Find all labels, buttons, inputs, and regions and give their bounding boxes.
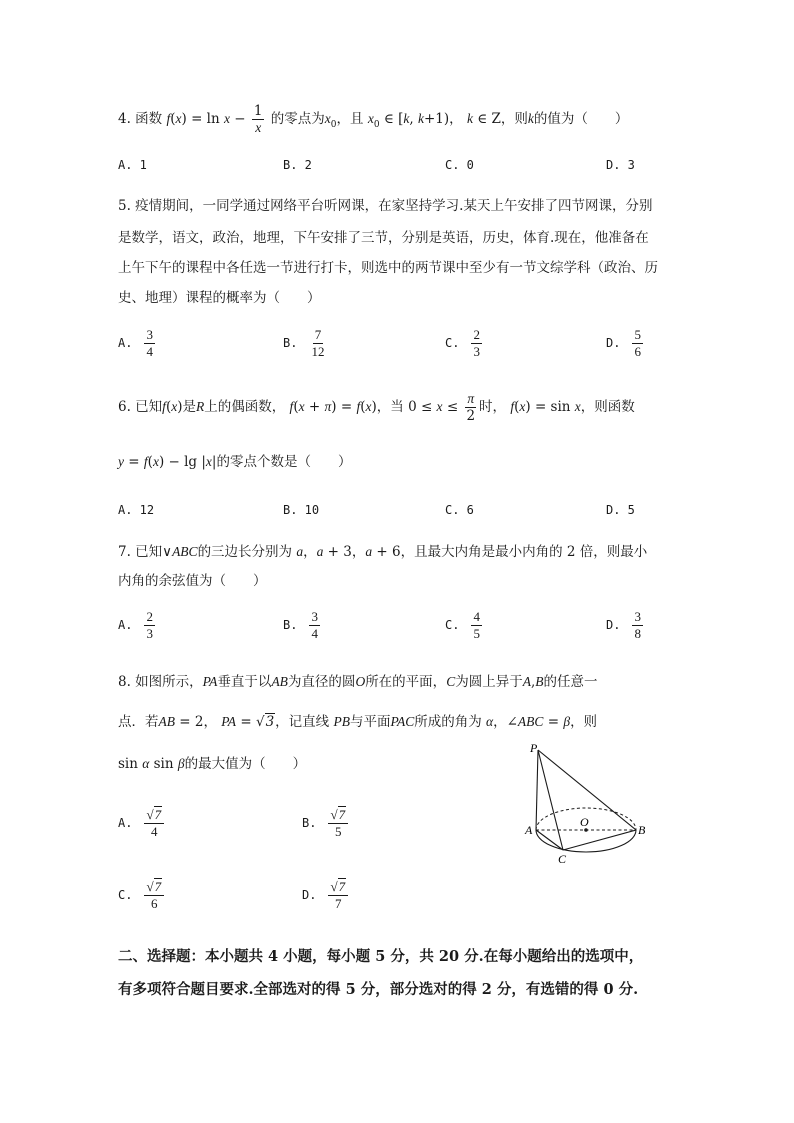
q5-option-a[interactable]: A. $\frac{3}{4}$ — [118, 327, 153, 359]
q6-stem: 6. 已知f(x)是R上的偶函数， f(x + π) = f(x)，当 0 ≤ x ≤ $\frac{\pi}{2}$ 时， f(x) = sin x，则函数 — [118, 391, 635, 425]
q5-line-2: 是数学，语文，政治，地理，下午安排了三节，分别是英语，历史，体育.现在，他准备在 — [118, 230, 649, 246]
q6-option-a[interactable]: A. 12 — [118, 503, 155, 517]
q5-line-1: 5. 疫情期间，一同学通过网络平台听网课，在家坚持学习.某天上午安排了四节网课，分别 — [118, 198, 653, 214]
label-o: O — [580, 815, 589, 829]
q8-stem: 8. 如图所示，PA垂直于以AB为直径的圆O所在的平面，C为圆上异于A,B的任意一 — [118, 674, 598, 690]
q4-option-a[interactable]: A. 1 — [118, 158, 147, 172]
q7-option-a[interactable]: A. $\frac{2}{3}$ — [118, 609, 153, 641]
q8-option-d[interactable]: D. $\frac{√7}{7}$ — [302, 880, 350, 910]
q5-option-c[interactable]: C. $\frac{2}{3}$ — [445, 327, 480, 359]
q5-option-d[interactable]: D. $\frac{5}{6}$ — [606, 327, 641, 359]
q5-line-4: 史、地理）课程的概率为（ ） — [118, 290, 321, 306]
q7-line-2: 内角的余弦值为（ ） — [118, 573, 267, 589]
q8-option-c[interactable]: C. $\frac{√7}{6}$ — [118, 880, 166, 910]
q8-line-2: 点．若AB = 2， PA = √3，记直线 PB与平面PAC所成的角为 α，∠ABC = β，则 — [118, 714, 598, 730]
section2-line-2: 有多项符合题目要求.全部选对的得 5 分，部分选对的得 2 分，有选错的得 0 分. — [118, 981, 639, 998]
segment-cb — [563, 830, 636, 850]
q4-option-c[interactable]: C. 0 — [445, 158, 474, 172]
q7-option-b[interactable]: B. $\frac{3}{4}$ — [283, 609, 318, 641]
q7-option-d[interactable]: D. $\frac{3}{8}$ — [606, 609, 641, 641]
q7-option-c[interactable]: C. $\frac{4}{5}$ — [445, 609, 480, 641]
q5-option-b[interactable]: B. $\frac{7}{12}$ — [283, 327, 325, 359]
label-a: A — [525, 823, 533, 837]
q8-option-b[interactable]: B. $\frac{√7}{5}$ — [302, 808, 350, 838]
q7-stem: 7. 已知∨ABC的三边长分别为 a，a + 3，a + 6，且最大内角是最小内角的 2 倍，则最小 — [118, 544, 648, 560]
q4-option-d[interactable]: D. 3 — [606, 158, 635, 172]
q8-line-3: sin α sin β的最大值为（ ） — [118, 756, 307, 772]
q4-option-b[interactable]: B. 2 — [283, 158, 312, 172]
cone-figure — [522, 738, 650, 868]
section2-line-1: 二、选择题：本小题共 4 小题，每小题 5 分，共 20 分.在每小题给出的选项中， — [118, 948, 644, 965]
q4-stem: 4. 函数 f(x) = ln x − $\frac{1}{x}$ 的零点为$x_0$，且 $x_0$ ∈ [k, k+1)， k ∈ Z，则k的值为（ ） — [118, 103, 629, 136]
q6-option-c[interactable]: C. 6 — [445, 503, 474, 517]
q4-function: f — [166, 111, 171, 127]
q6-option-d[interactable]: D. 5 — [606, 503, 635, 517]
q8-option-a[interactable]: A. $\frac{√7}{4}$ — [118, 808, 166, 838]
q5-line-3: 上午下午的课程中各任选一节进行打卡，则选中的两节课中至少有一节文综学科（政治、历 — [118, 260, 658, 276]
label-b: B — [638, 823, 646, 837]
q4-fraction: $\frac{1}{x}$ — [253, 103, 263, 136]
label-c: C — [558, 852, 567, 866]
label-p: P — [530, 741, 538, 755]
segment-pa — [536, 750, 538, 830]
q6-option-b[interactable]: B. 10 — [283, 503, 320, 517]
segment-pc — [538, 750, 563, 850]
q6-line-2: y = f(x) − lg |x|的零点个数是（ ） — [118, 454, 352, 470]
